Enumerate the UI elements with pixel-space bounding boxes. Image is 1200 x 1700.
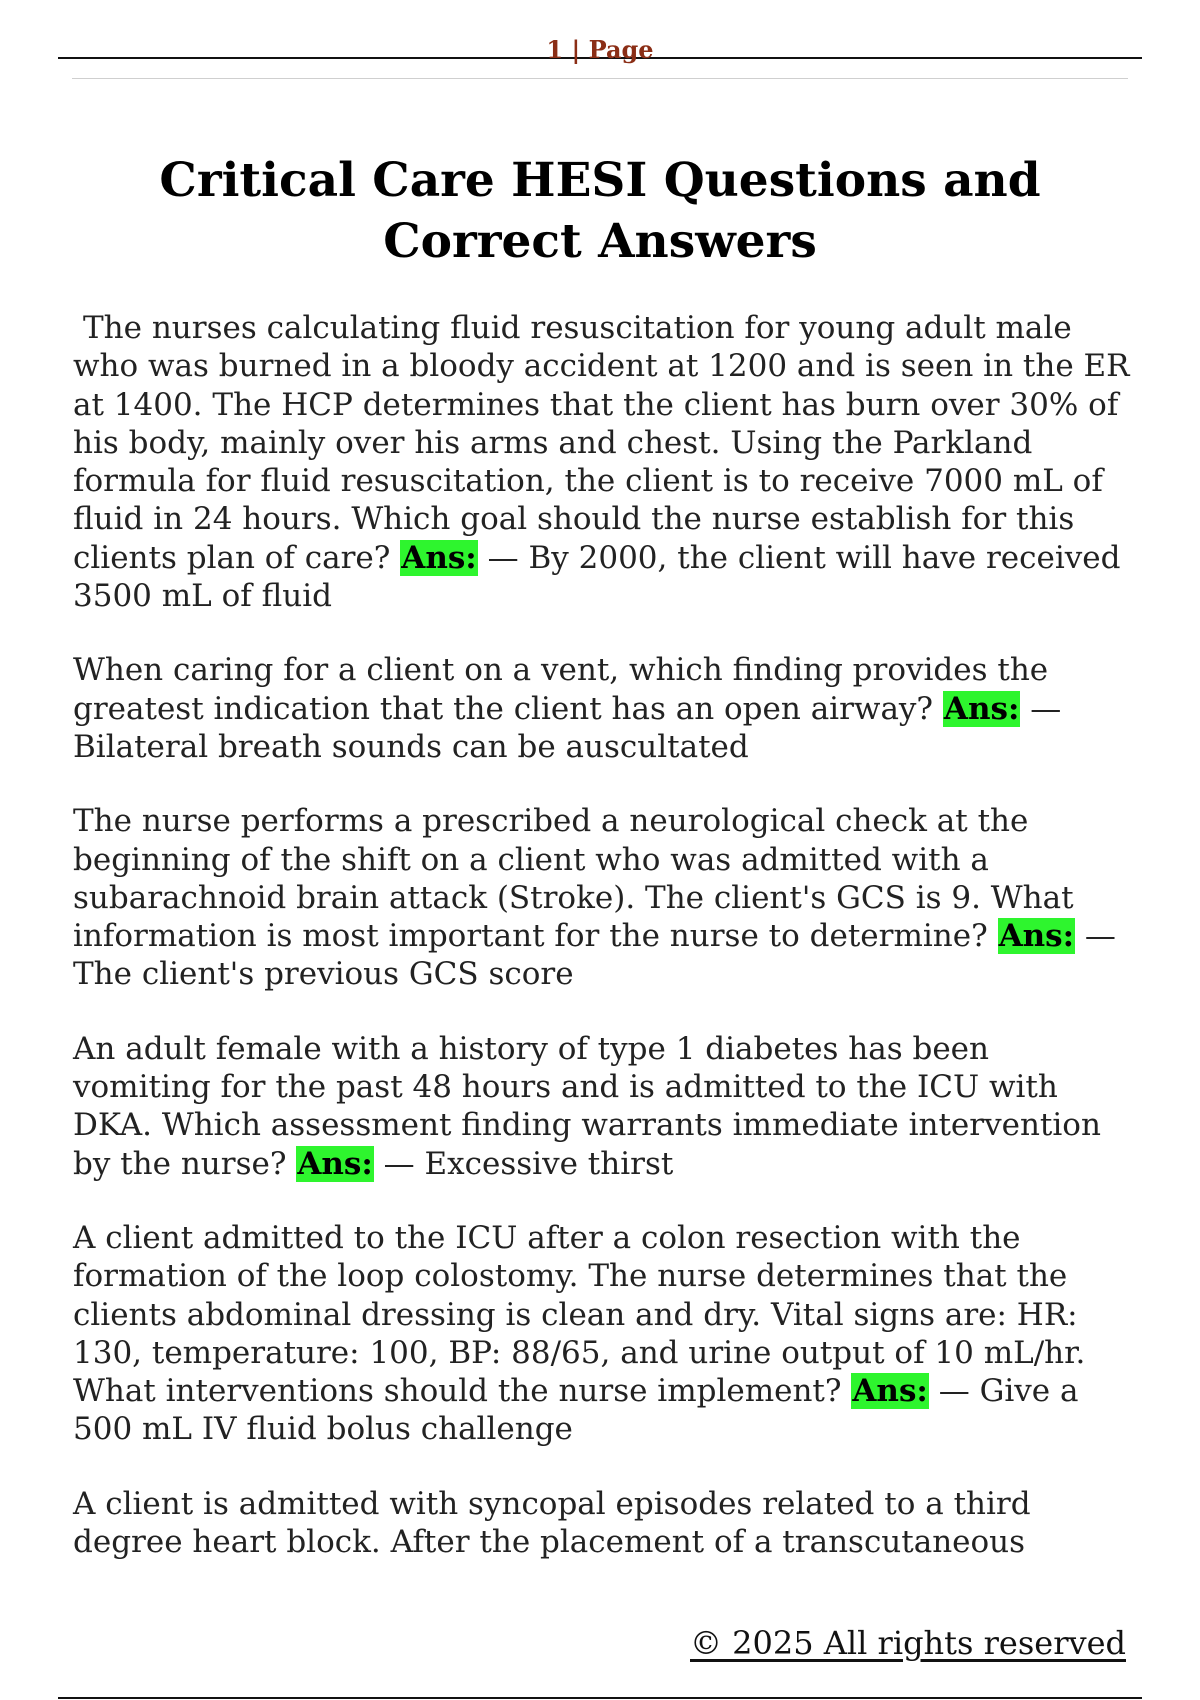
qa-item	[73, 651, 1133, 766]
question-text: A client admitted to the ICU after a colon resection with the formation of the loop colostomy. The nurse determines that the clients abdominal dressing is clean and dry. Vital signs are: HR: 130, temperature: 100, BP: 88/65, and urine output of 10 mL/hr. What interventions should the nurse implement?	[73, 1219, 1086, 1410]
copyright-notice: © 2025 All rights reserved	[690, 1624, 1126, 1662]
question-text: The nurse performs a prescribed a neurological check at the beginning of the shift on a client who was admitted with a subarachnoid brain attack (Stroke). The client's GCS is 9. What information is most important for the nurse to determine?	[73, 803, 1074, 955]
answer-separator: —	[477, 539, 529, 576]
answer-text: Excessive thirst	[424, 1145, 674, 1182]
question-text: When caring for a client on a vent, which finding provides the greatest indication that the client has an open airway?	[73, 652, 1049, 727]
answer-separator: —	[1075, 918, 1116, 955]
footer-rule	[58, 1697, 1142, 1699]
answer-label: Ans:	[943, 690, 1020, 727]
document-title: Critical Care HESI Questions and Correct Answers	[159, 153, 1041, 269]
answer-text: By 2000, the client will have received 3500 mL of fluid	[73, 539, 1121, 615]
answer-label: Ans:	[297, 1145, 373, 1182]
qa-item	[73, 309, 1133, 615]
question-text: An adult female with a history of type 1 diabetes has been vomiting for the past 48 hours and is admitted to the ICU with DKA. Which assessment finding warrants immediate intervention by the nurse?	[73, 1030, 1101, 1182]
question-list	[73, 309, 1133, 1597]
answer-label: Ans:	[852, 1373, 928, 1410]
qa-item	[73, 1030, 1133, 1183]
question-text: A client is admitted with syncopal episodes related to a third degree heart block. After the placement of a transcutaneous	[73, 1485, 1031, 1561]
answer-separator: —	[928, 1373, 980, 1410]
answer-text: The client's previous GCS score	[73, 956, 574, 993]
question-text: The nurses calculating fluid resuscitation for young adult male who was burned in a bloody accident at 1200 and is seen in the ER at 1400. The HCP determines that the client has burn over 30% of his body, mainly over his arms and chest. Using the Parkland formula for fluid resuscitation, the client is to receive 7000 mL of fluid in 24 hours. Which goal should the nurse establish for this clients plan of care?	[73, 310, 1130, 576]
answer-separator: —	[373, 1145, 425, 1182]
header-rule-thin	[72, 78, 1128, 79]
qa-item	[73, 802, 1133, 993]
answer-text: Give a 500 mL IV fluid bolus challenge	[73, 1373, 1079, 1448]
answer-text: Bilateral breath sounds can be auscultated	[73, 728, 749, 765]
qa-item	[73, 1219, 1133, 1449]
answer-separator: —	[1020, 690, 1062, 727]
answer-label: Ans:	[401, 539, 477, 576]
page-number: 1 | Page	[546, 35, 654, 64]
answer-label: Ans:	[998, 918, 1075, 955]
qa-item	[73, 1485, 1133, 1562]
